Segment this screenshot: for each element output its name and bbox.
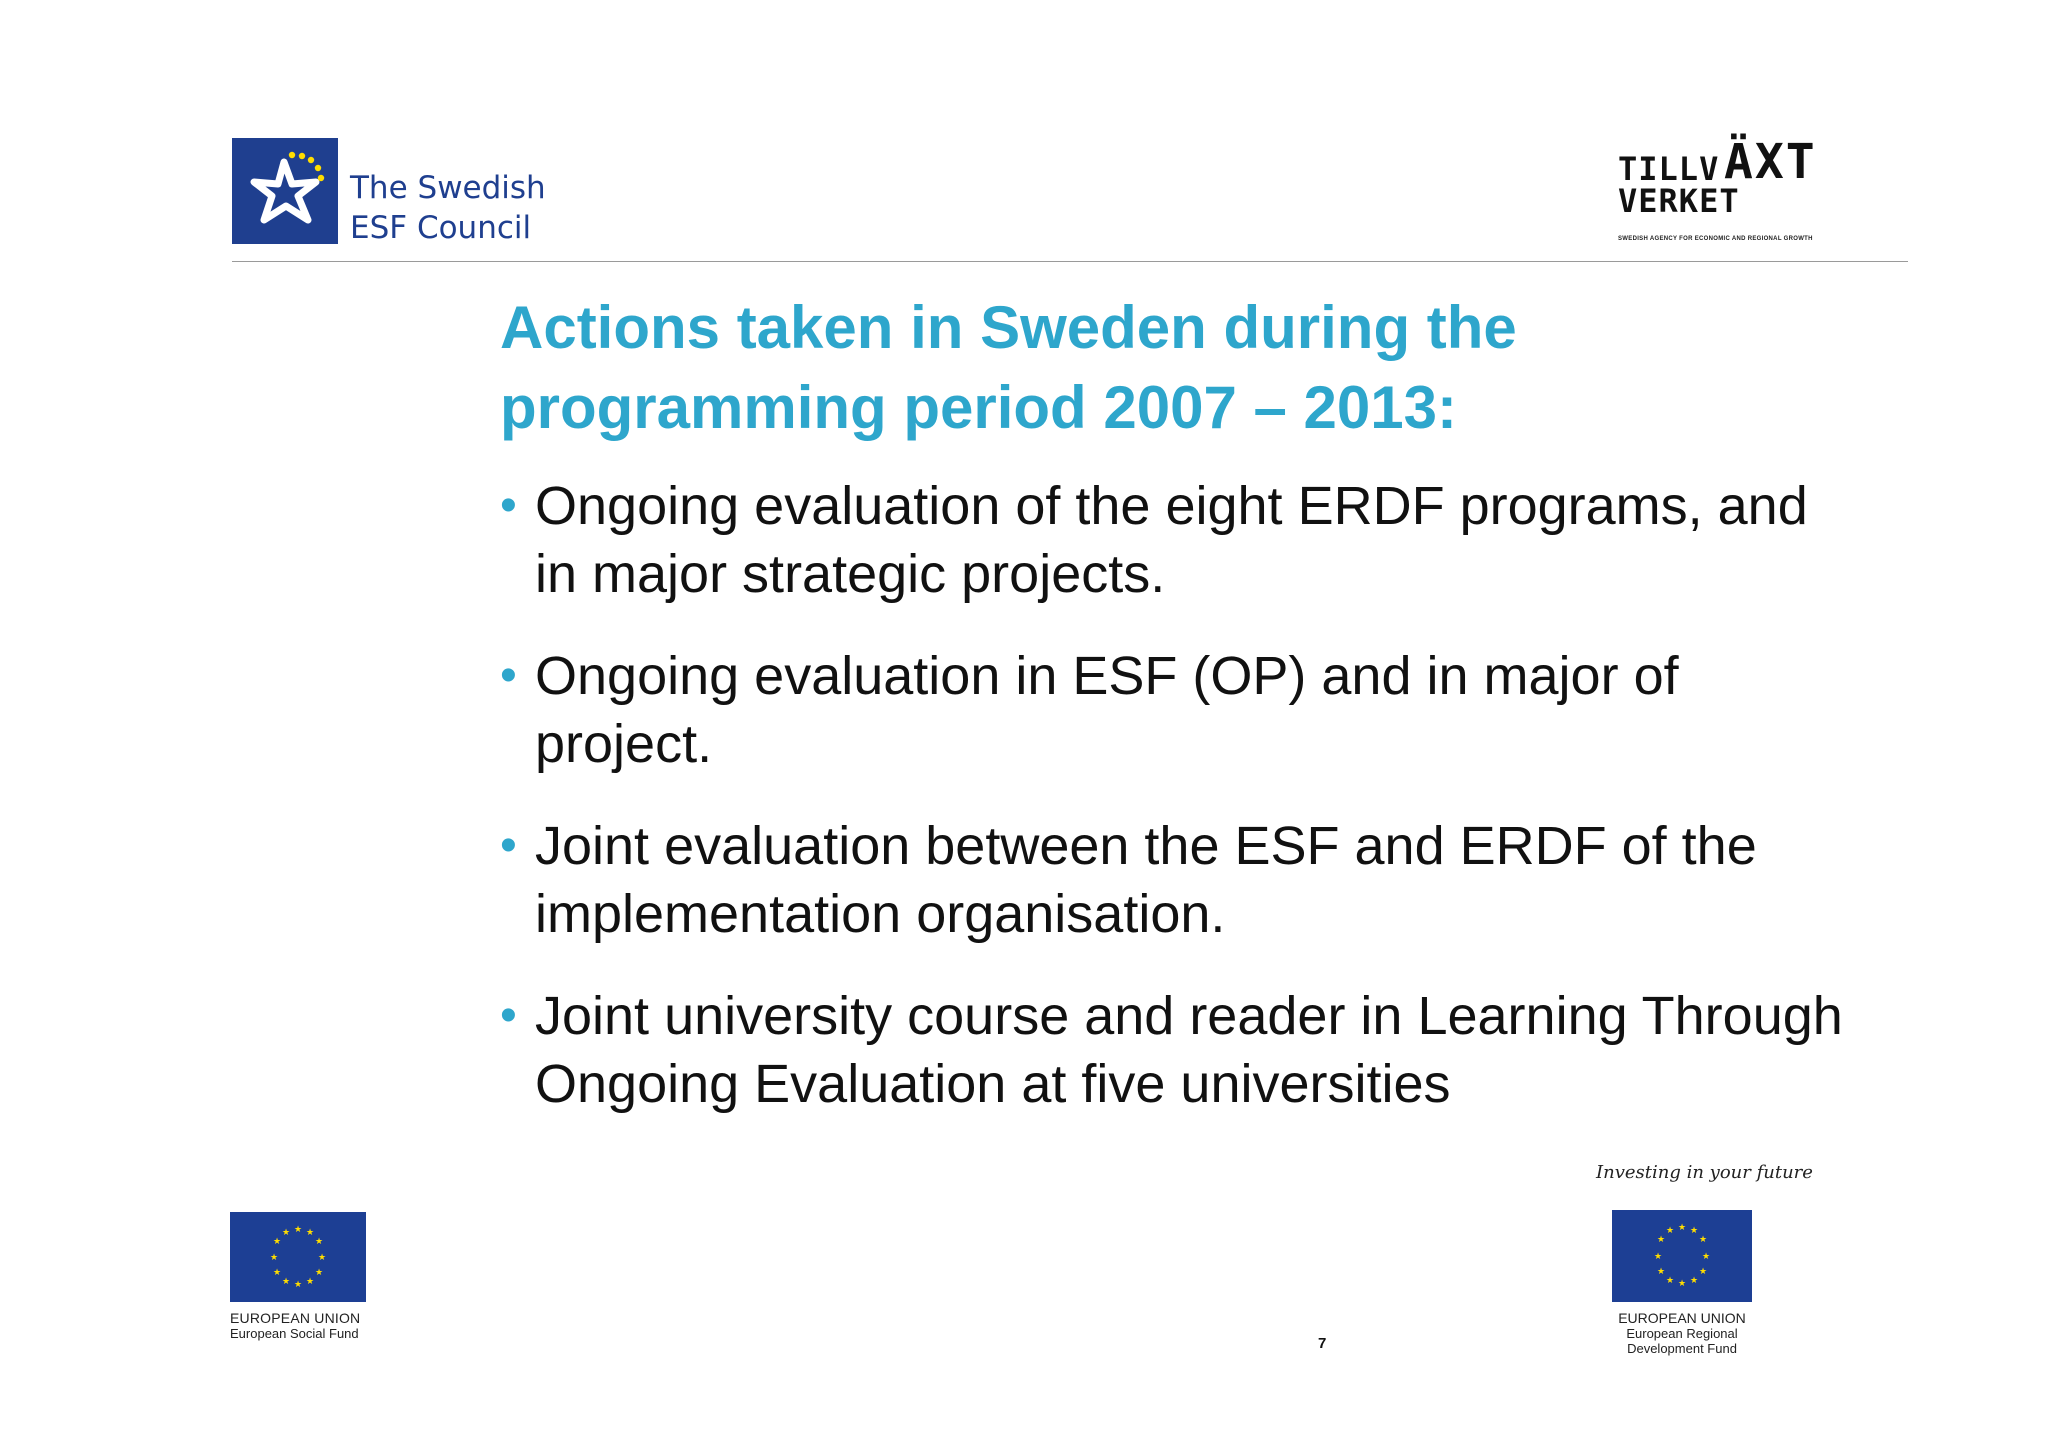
svg-text:★: ★ — [281, 1277, 291, 1287]
tillvaxt-logo-subtitle: SWEDISH AGENCY FOR ECONOMIC AND REGIONAL GROWTH — [1618, 236, 1813, 242]
bullet-item — [500, 472, 1860, 608]
bullet-dot-icon: • — [500, 649, 517, 702]
eu-flag-icon — [1612, 1210, 1752, 1302]
bullet-dot-icon: • — [500, 989, 517, 1042]
bullet-item — [500, 642, 1860, 778]
bullet-text: Ongoing evaluation in ESF (OP) and in major of project. — [535, 646, 1679, 774]
svg-text:★: ★ — [1698, 1267, 1708, 1277]
eu-right-fund-line2: Development Fund — [1627, 1341, 1737, 1356]
eu-regional-fund-logo — [1612, 1210, 1752, 1356]
svg-text:★: ★ — [272, 1237, 282, 1247]
svg-text:★: ★ — [314, 1237, 324, 1247]
svg-text:★: ★ — [281, 1228, 291, 1238]
eu-right-fund-line1: European Regional — [1626, 1326, 1738, 1341]
esf-logo-line2: ESF Council — [350, 210, 532, 246]
svg-text:★: ★ — [1689, 1226, 1699, 1236]
svg-text:★: ★ — [269, 1253, 279, 1263]
bullet-item — [500, 812, 1860, 948]
svg-text:★: ★ — [1653, 1252, 1663, 1262]
bullet-dot-icon: • — [500, 819, 517, 872]
svg-text:★: ★ — [314, 1268, 324, 1278]
svg-text:★: ★ — [1701, 1252, 1711, 1262]
eu-social-fund-logo — [230, 1212, 380, 1341]
esf-logo-line1: The Swedish — [350, 170, 546, 206]
bullet-text: Joint university course and reader in Learning Through Ongoing Evaluation at five universities — [535, 986, 1843, 1114]
bullet-text: Ongoing evaluation of the eight ERDF programs, and in major strategic projects. — [535, 476, 1808, 604]
svg-text:★: ★ — [1665, 1276, 1675, 1286]
svg-text:★: ★ — [1689, 1276, 1699, 1286]
eu-left-name: EUROPEAN UNION — [230, 1310, 361, 1326]
investing-tagline: Investing in your future — [1596, 1162, 1813, 1183]
svg-text:★: ★ — [272, 1268, 282, 1278]
svg-text:★: ★ — [1656, 1267, 1666, 1277]
tillvaxt-logo-line2: VERKET — [1618, 182, 1740, 220]
bullet-dot-icon: • — [500, 479, 517, 532]
svg-text:★: ★ — [293, 1280, 303, 1290]
svg-text:★: ★ — [1656, 1235, 1666, 1245]
bullet-text: Joint evaluation between the ESF and ERDF of the implementation organisation. — [535, 816, 1757, 944]
svg-text:★: ★ — [305, 1277, 315, 1287]
esf-star-icon — [232, 138, 338, 244]
bullet-item — [500, 982, 1860, 1118]
svg-text:★: ★ — [317, 1253, 327, 1263]
tillvaxtverket-logo — [1618, 134, 1828, 250]
eu-right-name: EUROPEAN UNION — [1618, 1310, 1746, 1326]
svg-text:★: ★ — [1698, 1235, 1708, 1245]
bullet-list — [500, 472, 1860, 1152]
svg-text:★: ★ — [1677, 1223, 1687, 1233]
tillvaxt-logo-line1: TILLV — [1618, 150, 1720, 188]
header-divider — [232, 261, 1908, 262]
svg-text:★: ★ — [305, 1228, 315, 1238]
slide-title: Actions taken in Sweden during the programming period 2007 – 2013: — [500, 294, 1517, 441]
eu-left-fund: European Social Fund — [230, 1326, 359, 1341]
svg-text:★: ★ — [1677, 1279, 1687, 1289]
tillvaxt-logo-big: ÄXT — [1724, 134, 1817, 190]
svg-text:★: ★ — [1665, 1226, 1675, 1236]
swedish-esf-council-logo — [232, 138, 546, 248]
eu-flag-icon — [230, 1212, 366, 1302]
esf-logo-text — [350, 168, 546, 248]
svg-text:★: ★ — [293, 1225, 303, 1235]
page-number: 7 — [1318, 1335, 1327, 1352]
